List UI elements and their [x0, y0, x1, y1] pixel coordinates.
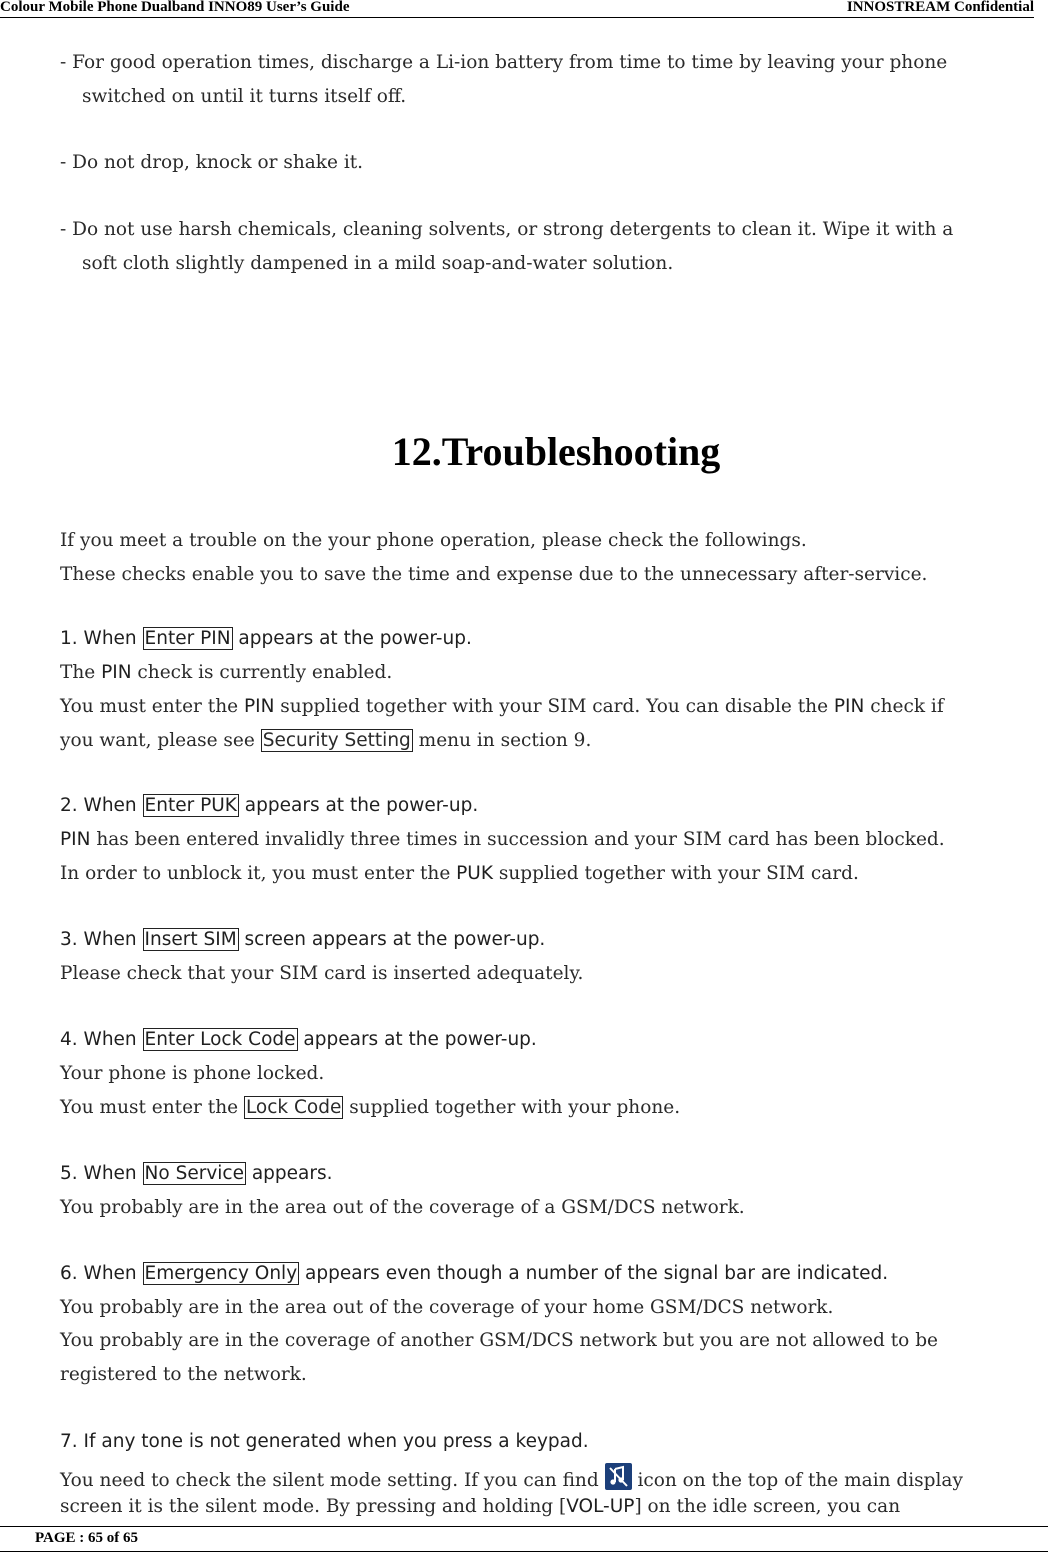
item-2-suffix: appears at the power-up. [238, 795, 479, 816]
item-1-line-1 [60, 661, 392, 685]
text: menu in section 9. [412, 730, 592, 751]
item-1-prefix: 1. When [60, 628, 143, 649]
text: you want, please see [60, 730, 261, 751]
header-confidential: INNOSTREAM Confidential [846, 0, 1034, 15]
intro-line-1: If you meet a trouble on the your phone operation, please check the followings. [60, 530, 807, 551]
enter-puk-label: Enter PUK [144, 795, 237, 816]
pin-term: PIN [833, 696, 865, 717]
item-6-line-1: You probably are in the area out of the coverage of your home GSM/DCS network. [60, 1297, 834, 1318]
page-header [0, 0, 1034, 18]
item-6-line-2: You probably are in the coverage of another GSM/DCS network but you are not allowed to be [60, 1330, 938, 1351]
insert-sim-label: Insert SIM [144, 929, 237, 950]
vol-up-key: VOL-UP [566, 1496, 635, 1517]
item-6-heading [60, 1262, 888, 1286]
item-1-heading [60, 627, 472, 651]
enter-pin-label: Enter PIN [144, 628, 231, 649]
item-5-line-1: You probably are in the area out of the coverage of a GSM/DCS network. [60, 1197, 745, 1218]
silent-mode-icon [605, 1463, 632, 1490]
header-doc-title: Colour Mobile Phone Dualband INNO89 User’s Guide [0, 0, 350, 15]
text: check if [864, 696, 944, 717]
item-5-heading [60, 1162, 333, 1186]
item-3-heading [60, 928, 545, 952]
item-4-suffix: appears at the power-up. [297, 1029, 537, 1050]
item-1-suffix: appears at the power-up. [232, 628, 472, 649]
page-footer [0, 1526, 1048, 1552]
bullet-2: - Do not drop, knock or shake it. [60, 152, 364, 173]
item-2-prefix: 2. When [60, 795, 143, 816]
text: icon on the top of the main display [631, 1470, 963, 1491]
bullet-1-line-1: - For good operation times, discharge a Li-ion battery from time to time by leaving your phone [60, 52, 948, 73]
text: supplied together with your SIM card. You can disable the [274, 696, 834, 717]
item-6-prefix: 6. When [60, 1263, 143, 1284]
item-4-line-2 [60, 1096, 680, 1120]
text: The [60, 662, 102, 683]
item-2-line-1 [60, 828, 945, 852]
item-5-prefix: 5. When [60, 1163, 143, 1184]
section-title: 12.Troubleshooting [391, 429, 721, 474]
pin-term: PIN [60, 829, 91, 850]
text: You must enter the [60, 1097, 244, 1118]
text: supplied together with your SIM card. [493, 863, 859, 884]
item-5-suffix: appears. [245, 1163, 333, 1184]
item-3-line-1: Please check that your SIM card is inserted adequately. [60, 963, 584, 984]
item-1-line-3 [60, 729, 591, 753]
text: You must enter the [60, 696, 244, 717]
text: screen it is the silent mode. By pressing and holding [ [60, 1496, 567, 1517]
item-2-line-2 [60, 862, 859, 886]
intro-line-2: These checks enable you to save the time and expense due to the unnecessary after-service. [60, 564, 928, 585]
no-service-label: No Service [144, 1163, 244, 1184]
bullet-3-line-2: soft cloth slightly dampened in a mild soap-and-water solution. [82, 253, 674, 274]
item-4-prefix: 4. When [60, 1029, 143, 1050]
security-setting-label: Security Setting [262, 730, 411, 751]
item-6-suffix: appears even though a number of the signal bar are indicated. [299, 1263, 889, 1284]
item-4-line-1: Your phone is phone locked. [60, 1063, 325, 1084]
item-3-suffix: screen appears at the power-up. [238, 929, 546, 950]
text: supplied together with your phone. [343, 1097, 681, 1118]
bullet-1-line-2: switched on until it turns itself off. [82, 86, 407, 107]
text: has been entered invalidly three times in succession and your SIM card has been blocked. [90, 829, 945, 850]
lock-code-label: Lock Code [245, 1097, 342, 1118]
item-3-prefix: 3. When [60, 929, 143, 950]
text: In order to unblock it, you must enter the [60, 863, 457, 884]
item-1-line-2 [60, 695, 944, 719]
item-6-line-3: registered to the network. [60, 1364, 307, 1385]
enter-lock-code-label: Enter Lock Code [144, 1029, 296, 1050]
item-7-line-2 [60, 1495, 900, 1519]
bullet-3-line-1: - Do not use harsh chemicals, cleaning solvents, or strong detergents to clean it. Wipe it with a [60, 219, 954, 240]
puk-term: PUK [456, 863, 493, 884]
item-4-heading [60, 1028, 537, 1052]
item-2-heading [60, 794, 478, 818]
item-7-line-1 [60, 1463, 963, 1493]
page-number: PAGE : 65 of 65 [35, 1530, 139, 1546]
pin-term: PIN [101, 662, 132, 683]
emergency-only-label: Emergency Only [144, 1263, 298, 1284]
text: You need to check the silent mode setting. If you can find [60, 1470, 605, 1491]
item-7-heading: 7. If any tone is not generated when you press a keypad. [60, 1431, 589, 1452]
pin-term: PIN [243, 696, 275, 717]
text: check is currently enabled. [131, 662, 393, 683]
text: ] on the idle screen, you can [634, 1496, 901, 1517]
